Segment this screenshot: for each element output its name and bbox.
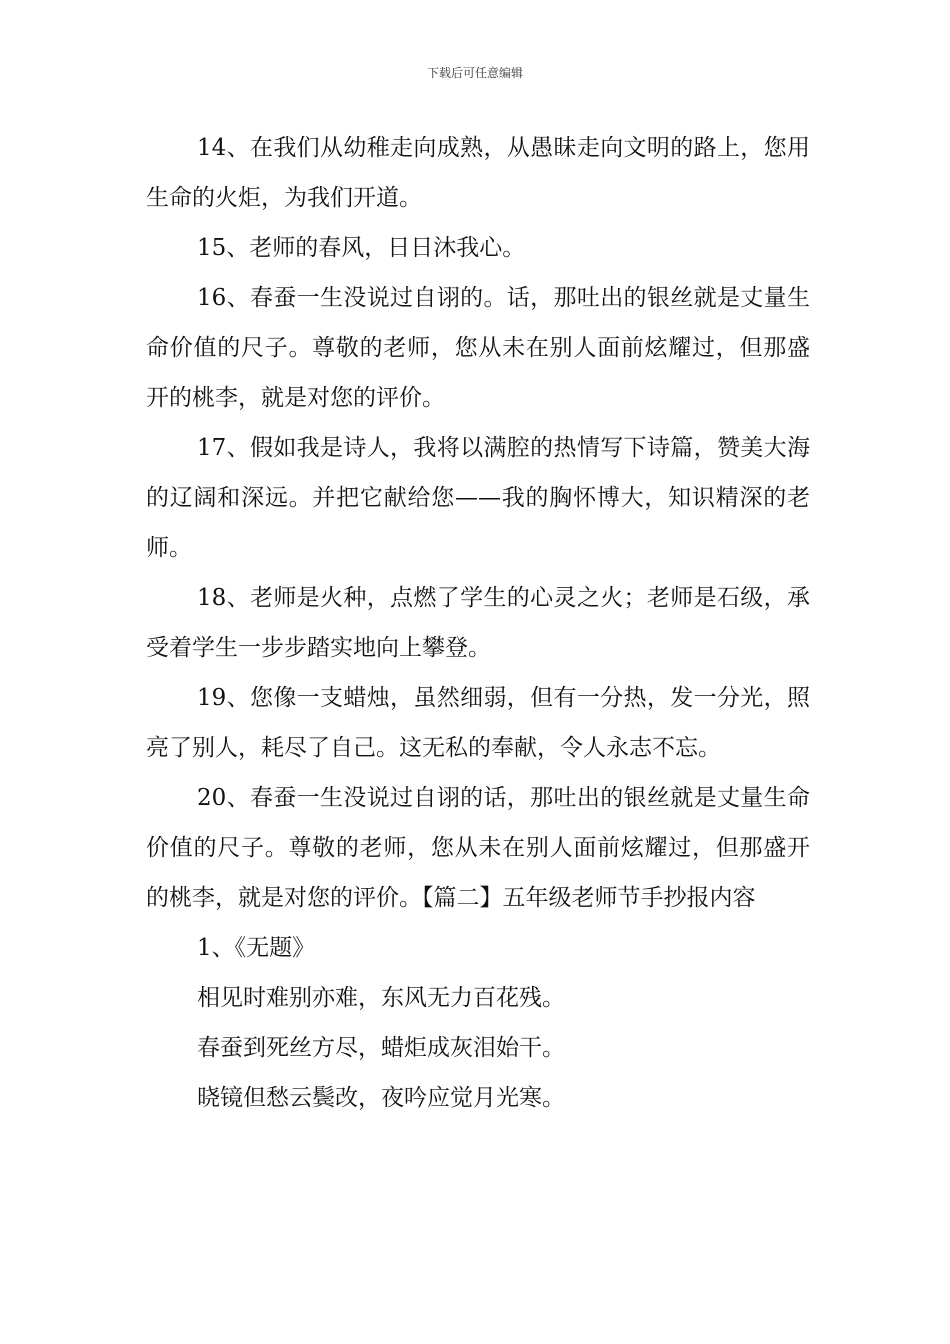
poem-title: 1、《无题》: [197, 935, 316, 961]
paragraph-14: 14、在我们从幼稚走向成熟，从愚昧走向文明的路上，您用生命的火炬，为我们开道。: [146, 135, 810, 211]
poem-line: 相见时难别亦难，东风无力百花残。: [197, 985, 565, 1011]
poem-line: 春蚕到死丝方尽，蜡炬成灰泪始干。: [197, 1035, 565, 1061]
page-header: 下载后可任意编辑: [426, 66, 523, 80]
paragraph-19: 19、您像一支蜡烛，虽然细弱，但有一分热，发一分光，照亮了别人，耗尽了自己。这无私的奉献，令人永志不忘。: [146, 685, 810, 761]
paragraph-18: 18、老师是火种，点燃了学生的心灵之火；老师是石级，承受着学生一步步踏实地向上攀登。: [146, 585, 810, 661]
paragraph-20: 20、春蚕一生没说过自诩的话，那吐出的银丝就是丈量生命价值的尺子。尊敬的老师，您从未在别人面前炫耀过，但那盛开的桃李，就是对您的评价。【篇二】五年级老师节手抄报内容: [146, 785, 810, 911]
paragraph-17: 17、假如我是诗人，我将以满腔的热情写下诗篇，赞美大海的辽阔和深远。并把它献给您——我的胸怀博大，知识精深的老师。: [146, 435, 810, 561]
paragraph-16: 16、春蚕一生没说过自诩的。话，那吐出的银丝就是丈量生命价值的尺子。尊敬的老师，您从未在别人面前炫耀过，但那盛开的桃李，就是对您的评价。: [146, 285, 810, 411]
paragraph-15: 15、老师的春风，日日沐我心。: [197, 235, 526, 261]
poem-line: 晓镜但愁云鬓改，夜吟应觉月光寒。: [197, 1085, 565, 1111]
document-body: [146, 123, 810, 1123]
